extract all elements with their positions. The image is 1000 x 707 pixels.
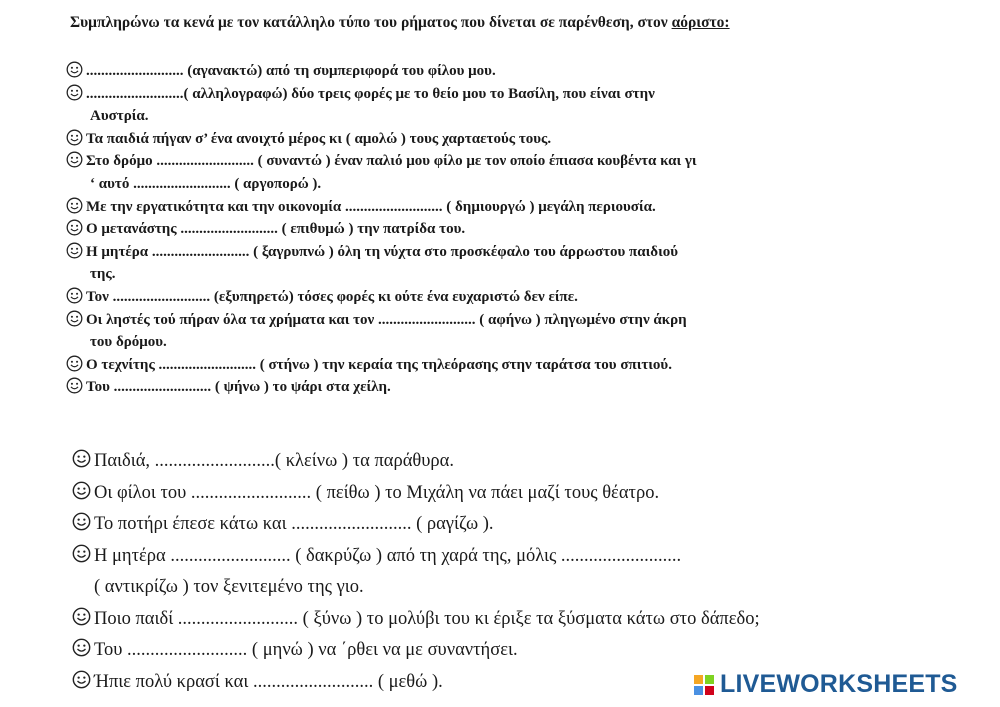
exercise-text: Του .......................... ( ψήνω ) το ψάρι στα χείλη. — [86, 379, 391, 396]
exercise-text: Ο μετανάστης .......................... ( επιθυμώ ) την πατρίδα του. — [86, 221, 466, 238]
logo-square — [694, 686, 703, 695]
exercise-item — [66, 286, 906, 309]
exercise-text-continuation: της. — [90, 266, 116, 283]
smiley-face-icon — [72, 449, 91, 468]
exercise-text-continuation: Αυστρία. — [90, 108, 149, 125]
exercise-text: Η μητέρα .......................... ( δακρύζω ) από τη χαρά της, μόλις .......................... — [94, 545, 682, 566]
exercise-item — [72, 509, 872, 541]
smiley-face-icon — [66, 242, 83, 259]
smiley-face-icon — [66, 151, 83, 168]
smiley-face-icon — [66, 61, 83, 78]
exercise-item — [66, 83, 906, 128]
smiley-face-icon — [66, 310, 83, 327]
logo-grid-icon — [694, 675, 714, 695]
exercise-text: Ποιο παιδί .......................... ( ξύνω ) το μολύβι του κι έριξε τα ξύσματα κάτω στο δάπεδο; — [94, 608, 760, 629]
exercise-list-2 — [72, 446, 872, 698]
exercise-item — [72, 541, 872, 604]
exercise-text-continuation: του δρόμου. — [90, 334, 167, 351]
exercise-text: .......................... (αγανακτώ) από τη συμπεριφορά του φίλου μου. — [86, 63, 496, 79]
smiley-face-icon — [66, 377, 83, 394]
exercise-item — [66, 241, 906, 286]
exercise-item — [72, 635, 872, 667]
smiley-face-icon — [66, 84, 83, 101]
exercise-item — [66, 309, 906, 354]
instruction-underlined-word: αόριστο: — [671, 14, 730, 31]
exercise-item — [72, 478, 872, 510]
smiley-face-icon — [72, 607, 91, 626]
logo-square — [705, 686, 714, 695]
exercise-text: Παιδιά, ..........................( κλείνω ) τα παράθυρα. — [94, 451, 454, 471]
exercise-text: Τα παιδιά πήγαν σ’ ένα ανοιχτό μέρος κι ( αμολώ ) τους χαρταετούς τους. — [86, 130, 552, 147]
exercise-text: Το ποτήρι έπεσε κάτω και .......................... ( ραγίζω ). — [94, 514, 494, 534]
smiley-face-icon — [72, 544, 91, 563]
exercise-item — [66, 60, 906, 83]
exercise-item — [66, 196, 906, 219]
smiley-face-icon — [72, 670, 91, 689]
liveworksheets-logo — [694, 670, 958, 699]
smiley-face-icon — [66, 287, 83, 304]
instruction-text: Συμπληρώνω τα κενά με τον κατάλληλο τύπο του ρήματος που δίνεται σε παρένθεση, στον — [70, 14, 672, 31]
exercise-text: Του .......................... ( μηνώ ) να ΄ρθει να με συναντήσει. — [94, 640, 518, 660]
exercise-text-continuation: ( αντικρίζω ) τον ξενιτεμένο της γιο. — [94, 577, 364, 597]
smiley-face-icon — [66, 219, 83, 236]
exercise-item — [72, 446, 872, 478]
exercise-text: Τον .......................... (εξυπηρετώ) τόσες φορές κι ούτε ένα ευχαριστώ δεν είπε. — [86, 288, 578, 305]
smiley-face-icon — [66, 355, 83, 372]
smiley-face-icon — [66, 129, 83, 146]
smiley-face-icon — [72, 481, 91, 500]
exercise-list-1 — [66, 60, 906, 399]
exercise-text-continuation: ‘ αυτό .......................... ( αργοπορώ ). — [90, 175, 322, 192]
logo-square — [705, 675, 714, 684]
exercise-text: ..........................( αλληλογραφώ) δύο τρεις φορές με το θείο μου το Βασίλη, που είναι στην — [86, 85, 655, 102]
exercise-text: Οι ληστές τού πήραν όλα τα χρήματα και τον .......................... ( αφήνω ) πληγωμένο στην άκρη — [86, 311, 687, 328]
exercise-text: Ο τεχνίτης .......................... ( στήνω ) την κεραία της τηλεόρασης στην ταράτσα του σπιτιού. — [86, 356, 672, 373]
brand-text: LIVEWORKSHEETS — [720, 670, 958, 698]
exercise-text: Ήπιε πολύ κρασί και .......................... ( μεθώ ). — [94, 671, 443, 692]
exercise-item — [66, 218, 906, 241]
exercise-text: Με την εργατικότητα και την οικονομία .......................... ( δημιουργώ ) μεγάλη περιουσία. — [86, 198, 656, 215]
logo-square — [694, 675, 703, 684]
exercise-item — [66, 150, 906, 195]
exercise-item — [66, 128, 906, 151]
exercise-item — [66, 354, 906, 377]
exercise-item — [72, 604, 872, 636]
exercise-item — [66, 376, 906, 399]
smiley-face-icon — [72, 638, 91, 657]
instruction-title — [70, 14, 730, 32]
smiley-face-icon — [72, 512, 91, 531]
exercise-text: Η μητέρα .......................... ( ξαγρυπνώ ) όλη τη νύχτα στο προσκέφαλο του άρρωστου παιδιού — [86, 243, 679, 260]
smiley-face-icon — [66, 197, 83, 214]
exercise-text: Στο δρόμο .......................... ( συναντώ ) έναν παλιό μου φίλο με τον οποίο έπιασα κουβέντα και γι — [86, 153, 697, 170]
exercise-text: Οι φίλοι του .......................... ( πείθω ) το Μιχάλη να πάει μαζί τους θέατρο. — [94, 482, 660, 503]
